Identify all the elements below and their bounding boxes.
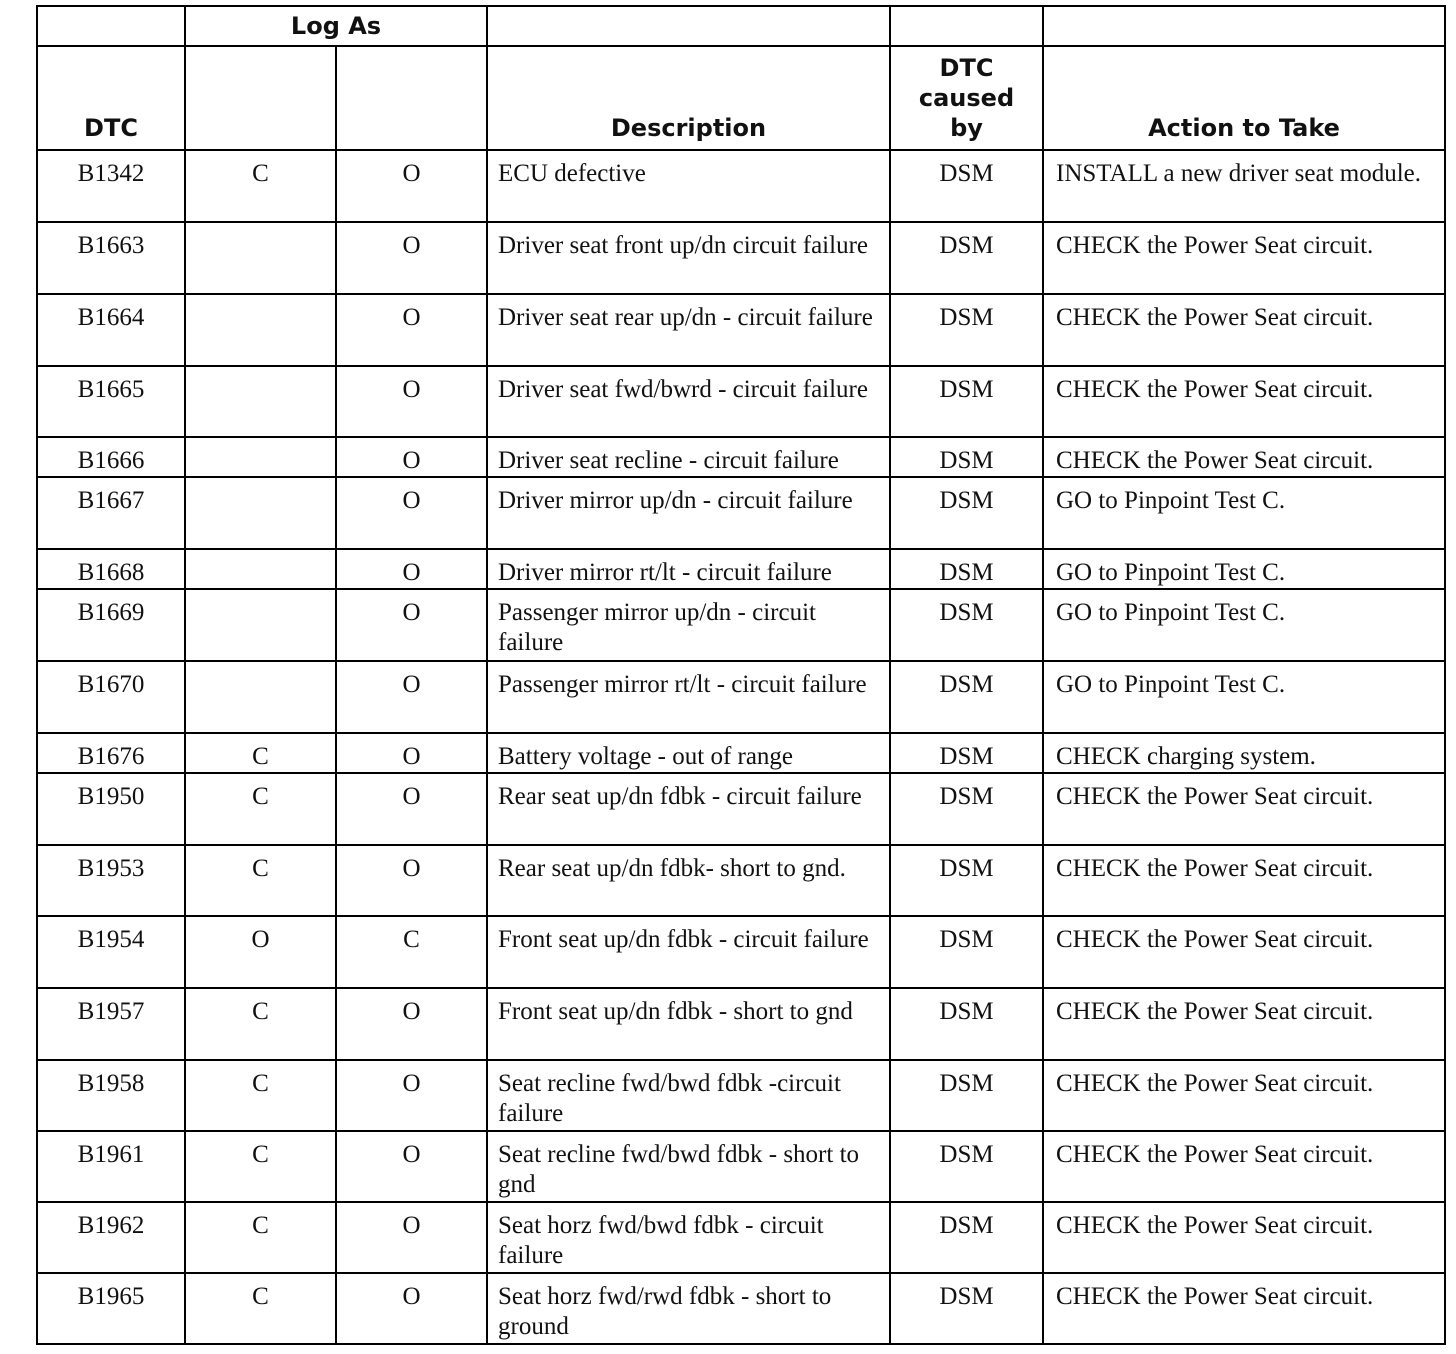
cell-log-as-1: C (185, 845, 336, 916)
cell-action: CHECK the Power Seat circuit. (1043, 294, 1445, 366)
table-row (37, 437, 1445, 477)
cell-log-as-2: O (336, 549, 487, 589)
cell-dtc: B1663 (37, 222, 185, 294)
cell-dtc: B1670 (37, 661, 185, 733)
cell-caused-by: DSM (890, 294, 1043, 366)
table-row (37, 294, 1445, 366)
header-blank-dtc (37, 6, 185, 46)
cell-log-as-2: O (336, 845, 487, 916)
cell-caused-by: DSM (890, 366, 1043, 437)
cell-log-as-2: O (336, 150, 487, 222)
cell-description: Passenger mirror rt/lt - circuit failure (487, 661, 890, 733)
table-row (37, 773, 1445, 845)
cell-action: GO to Pinpoint Test C. (1043, 661, 1445, 733)
cell-description: Seat recline fwd/bwd fdbk -circuit failure (487, 1060, 890, 1131)
table-row (37, 916, 1445, 988)
cell-log-as-1: C (185, 988, 336, 1060)
cell-dtc: B1669 (37, 589, 185, 661)
cell-action: CHECK the Power Seat circuit. (1043, 845, 1445, 916)
header-blank-caused-by (890, 6, 1043, 46)
cell-dtc: B1664 (37, 294, 185, 366)
cell-dtc: B1665 (37, 366, 185, 437)
header-dtc: DTC (37, 46, 185, 150)
cell-description: Driver seat fwd/bwrd - circuit failure (487, 366, 890, 437)
cell-log-as-2: O (336, 733, 487, 773)
cell-action: GO to Pinpoint Test C. (1043, 549, 1445, 589)
cell-action: GO to Pinpoint Test C. (1043, 477, 1445, 549)
cell-caused-by: DSM (890, 1202, 1043, 1273)
cell-log-as-2: O (336, 437, 487, 477)
cell-log-as-1: C (185, 1131, 336, 1202)
cell-dtc: B1950 (37, 773, 185, 845)
cell-action: CHECK the Power Seat circuit. (1043, 1202, 1445, 1273)
table-row (37, 1202, 1445, 1273)
cell-log-as-2: O (336, 294, 487, 366)
dtc-table (36, 5, 1446, 1345)
cell-caused-by: DSM (890, 1273, 1043, 1344)
header-log-col-2 (336, 46, 487, 150)
cell-description: Seat recline fwd/bwd fdbk - short to gnd (487, 1131, 890, 1202)
cell-log-as-1: C (185, 733, 336, 773)
cell-log-as-1 (185, 589, 336, 661)
cell-dtc: B1667 (37, 477, 185, 549)
cell-description: Driver seat recline - circuit failure (487, 437, 890, 477)
cell-log-as-2: O (336, 1060, 487, 1131)
cell-caused-by: DSM (890, 437, 1043, 477)
cell-description: Seat horz fwd/rwd fdbk - short to ground (487, 1273, 890, 1344)
cell-description: Driver mirror rt/lt - circuit failure (487, 549, 890, 589)
cell-caused-by: DSM (890, 1131, 1043, 1202)
cell-dtc: B1342 (37, 150, 185, 222)
cell-log-as-2: O (336, 988, 487, 1060)
cell-log-as-1 (185, 661, 336, 733)
table-row (37, 988, 1445, 1060)
cell-action: CHECK the Power Seat circuit. (1043, 988, 1445, 1060)
table-row (37, 549, 1445, 589)
cell-caused-by: DSM (890, 150, 1043, 222)
cell-action: CHECK the Power Seat circuit. (1043, 773, 1445, 845)
cell-log-as-2: C (336, 916, 487, 988)
cell-dtc: B1668 (37, 549, 185, 589)
cell-dtc: B1958 (37, 1060, 185, 1131)
cell-caused-by: DSM (890, 589, 1043, 661)
cell-action: CHECK the Power Seat circuit. (1043, 916, 1445, 988)
table-row (37, 366, 1445, 437)
cell-description: Driver seat front up/dn circuit failure (487, 222, 890, 294)
cell-description: Seat horz fwd/bwd fdbk - circuit failure (487, 1202, 890, 1273)
cell-log-as-1 (185, 549, 336, 589)
cell-caused-by: DSM (890, 733, 1043, 773)
cell-caused-by: DSM (890, 222, 1043, 294)
cell-caused-by: DSM (890, 773, 1043, 845)
table-row (37, 589, 1445, 661)
header-caused-by: DTC caused by (890, 46, 1043, 150)
cell-log-as-2: O (336, 589, 487, 661)
cell-caused-by: DSM (890, 988, 1043, 1060)
cell-log-as-1 (185, 294, 336, 366)
cell-dtc: B1954 (37, 916, 185, 988)
cell-log-as-1: C (185, 1202, 336, 1273)
cell-dtc: B1961 (37, 1131, 185, 1202)
cell-description: Rear seat up/dn fdbk- short to gnd. (487, 845, 890, 916)
table-row (37, 845, 1445, 916)
cell-description: Front seat up/dn fdbk - circuit failure (487, 916, 890, 988)
cell-action: CHECK the Power Seat circuit. (1043, 222, 1445, 294)
header-description: Description (487, 46, 890, 150)
header-blank-action (1043, 6, 1445, 46)
header-row-top (37, 6, 1445, 46)
cell-action: INSTALL a new driver seat module. (1043, 150, 1445, 222)
cell-log-as-1 (185, 222, 336, 294)
cell-caused-by: DSM (890, 661, 1043, 733)
cell-caused-by: DSM (890, 1060, 1043, 1131)
table-row (37, 222, 1445, 294)
cell-log-as-2: O (336, 477, 487, 549)
cell-log-as-1 (185, 437, 336, 477)
cell-description: Driver seat rear up/dn - circuit failure (487, 294, 890, 366)
cell-action: GO to Pinpoint Test C. (1043, 589, 1445, 661)
cell-description: Rear seat up/dn fdbk - circuit failure (487, 773, 890, 845)
cell-log-as-2: O (336, 1273, 487, 1344)
cell-log-as-1 (185, 366, 336, 437)
header-log-col-1 (185, 46, 336, 150)
cell-action: CHECK the Power Seat circuit. (1043, 1131, 1445, 1202)
cell-log-as-1: C (185, 773, 336, 845)
cell-log-as-1: C (185, 150, 336, 222)
cell-description: Front seat up/dn fdbk - short to gnd (487, 988, 890, 1060)
header-log-as: Log As (185, 6, 487, 46)
cell-log-as-1: C (185, 1060, 336, 1131)
cell-dtc: B1666 (37, 437, 185, 477)
header-row-main (37, 46, 1445, 150)
cell-log-as-2: O (336, 1131, 487, 1202)
cell-description: Driver mirror up/dn - circuit failure (487, 477, 890, 549)
header-action: Action to Take (1043, 46, 1445, 150)
cell-log-as-2: O (336, 366, 487, 437)
cell-description: Battery voltage - out of range (487, 733, 890, 773)
cell-log-as-2: O (336, 1202, 487, 1273)
cell-log-as-2: O (336, 773, 487, 845)
cell-dtc: B1676 (37, 733, 185, 773)
cell-caused-by: DSM (890, 845, 1043, 916)
cell-caused-by: DSM (890, 477, 1043, 549)
cell-description: ECU defective (487, 150, 890, 222)
table-row (37, 733, 1445, 773)
cell-action: CHECK the Power Seat circuit. (1043, 1060, 1445, 1131)
cell-caused-by: DSM (890, 916, 1043, 988)
cell-log-as-1: O (185, 916, 336, 988)
table-row (37, 661, 1445, 733)
cell-dtc: B1953 (37, 845, 185, 916)
cell-description: Passenger mirror up/dn - circuit failure (487, 589, 890, 661)
cell-action: CHECK charging system. (1043, 733, 1445, 773)
cell-caused-by: DSM (890, 549, 1043, 589)
table-row (37, 1131, 1445, 1202)
cell-log-as-1 (185, 477, 336, 549)
table-row (37, 150, 1445, 222)
cell-action: CHECK the Power Seat circuit. (1043, 366, 1445, 437)
table-row (37, 477, 1445, 549)
cell-log-as-2: O (336, 222, 487, 294)
cell-dtc: B1965 (37, 1273, 185, 1344)
cell-dtc: B1962 (37, 1202, 185, 1273)
cell-log-as-1: C (185, 1273, 336, 1344)
header-blank-description (487, 6, 890, 46)
cell-action: CHECK the Power Seat circuit. (1043, 437, 1445, 477)
table-row (37, 1273, 1445, 1344)
cell-log-as-2: O (336, 661, 487, 733)
table-row (37, 1060, 1445, 1131)
cell-action: CHECK the Power Seat circuit. (1043, 1273, 1445, 1344)
cell-dtc: B1957 (37, 988, 185, 1060)
